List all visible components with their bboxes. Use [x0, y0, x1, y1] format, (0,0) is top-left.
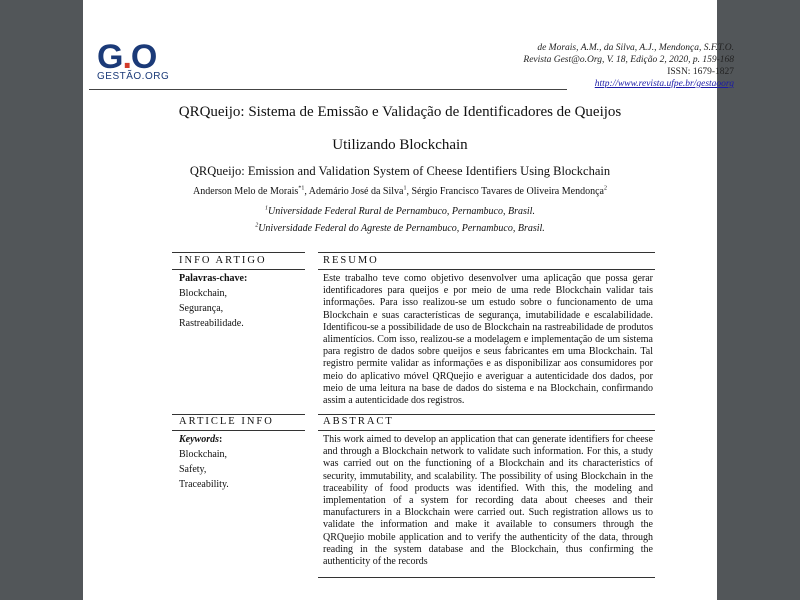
pt-abstract-text: Este trabalho teve como objetivo desenvolver uma aplicação que possa gerar identificadores para queijos e por meio de uma rede Blockchain validar tais informações. Para isso realizou-se um estudo sobre o funcionamento de uma Blockchain e suas características de segurança, imutabilidade e escalabilidade. Identificou-se a possibilidade de uso de Blockchain na rastreabilidade de produtos alimentícios. Com isso, realizou-se a modelagem e implementação de um sistema para registro de dados sobre queijos e seus fabricantes em uma Blockchain. Tal registro permite validar as informações e as disponibilizar aos consumidores por meio do aplicativo móvel QRQuejio e averiguar a autenticidade dos dados, por meio de uma leitura na base de dados do sistema e na Blockchain, confirmando assim a autenticidade dos registros. — [323, 273, 653, 407]
en-abstract-heading: ABSTRACT — [323, 416, 394, 427]
pt-keyword: Rastreabilidade. — [179, 318, 244, 329]
en-info-heading: ARTICLE INFO — [179, 416, 274, 427]
title-pt-line2: Utilizando Blockchain — [332, 137, 468, 153]
en-abstract-bottom-rule — [318, 577, 655, 578]
title-pt-line1: QRQueijo: Sistema de Emissão e Validação de Identificadores de Queijos — [178, 104, 622, 120]
journal-url-link[interactable]: http://www.revista.ufpe.br/gestaoorg — [594, 79, 734, 89]
issn: ISSN: 1679-1827 — [667, 67, 734, 77]
affiliation-2: $^2$Universidade Federal do Agreste de Pernambuco, Pernambuco, Brasil. — [255, 222, 545, 234]
en-keywords-title: Keywords: — [179, 434, 223, 445]
journal-header — [454, 42, 734, 90]
en-keyword: Blockchain, — [179, 449, 228, 460]
citation: de Morais, A.M., da Silva, A.J., Mendonça, S.F.T.O. — [537, 43, 734, 53]
pt-info-top-rule — [172, 252, 305, 253]
affiliation-1: $^1$Universidade Federal Rural de Pernambuco, Pernambuco, Brasil. — [265, 205, 535, 217]
authors: Anderson Melo de Morais$^{*1}$, Ademário José da Silva$^1$, Sérgio Francisco Tavares de Oliveira Mendonça$^2$ — [193, 185, 607, 197]
header-rule — [89, 89, 567, 90]
en-keyword: Safety, — [179, 464, 207, 475]
journal-logo: G.O GESTÃO.ORG — [97, 38, 170, 82]
journal-issue: Revista Gest@o.Org, V. 18, Edição 2, 2020, p. 159-168 — [523, 55, 734, 65]
pt-info-mid-rule — [172, 269, 305, 270]
en-abstract-text: This work aimed to develop an application that can generate identifiers for cheese and through a Blockchain network to validate such information. For this, a study was carried out on the functioning of a Blockchain and its characteristics of security, immutability, and scalability. The possibility of using Blockchain in the traceability of food products was identified. With this, the modeling and implementation of a system for recording data about cheeses and their manufacturers in a Blockchain were carried out. Such registration allows us to validate the information and make it available to consumers through the QRQuejio mobile application and to verify the authenticity of the data, through reading in the system database and the Blockchain, thus confirming the authenticity of the records — [323, 434, 653, 568]
en-abstract-top-rule — [318, 414, 655, 415]
pt-abstract-top-rule — [318, 252, 655, 253]
en-abstract-mid-rule — [318, 430, 655, 431]
en-info-top-rule — [172, 414, 305, 415]
pt-abstract-heading: RESUMO — [323, 255, 379, 266]
title-en: QRQueijo: Emission and Validation System of Cheese Identifiers Using Blockchain — [189, 164, 611, 178]
pt-info-heading: INFO ARTIGO — [179, 255, 267, 266]
en-info-mid-rule — [172, 430, 305, 431]
pt-keywords-title: Palavras-chave: — [179, 273, 248, 284]
pt-abstract-mid-rule — [318, 269, 655, 270]
pt-keyword: Segurança, — [179, 303, 224, 314]
en-keyword: Traceability. — [179, 479, 229, 490]
pt-keyword: Blockchain, — [179, 288, 228, 299]
